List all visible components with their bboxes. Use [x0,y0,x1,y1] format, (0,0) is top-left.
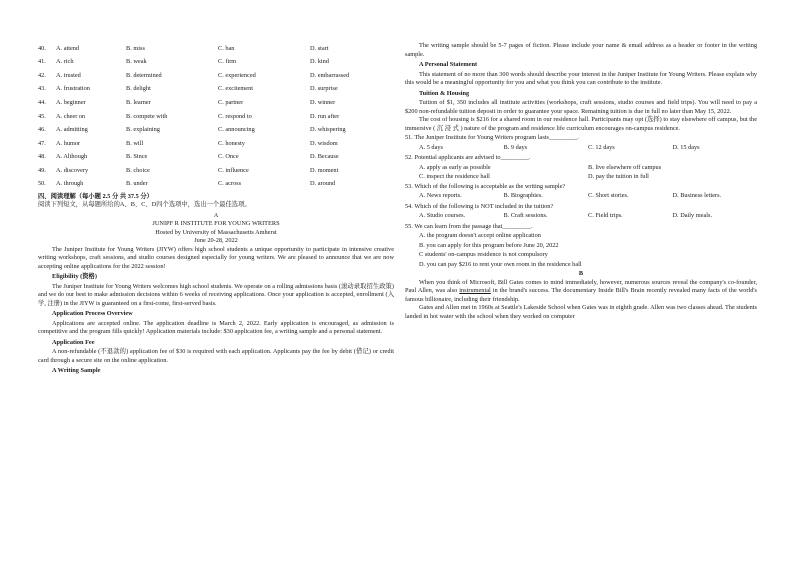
option-c: C. partner [218,98,244,106]
options-row [38,151,394,165]
process-heading: Application Process Overview [52,310,133,318]
option-a: A. News reports. [419,192,462,199]
passage-a-label: A [213,211,219,219]
option-d: D. kind [310,58,329,66]
section-title: 四、阅读理解（每小题 2.5 分 共 37.5 分） [38,192,153,200]
option-c: C. inspect the residence hall [419,173,490,180]
option-b: B. Biographies. [503,192,543,199]
option-d: D. 15 days [672,143,700,151]
option-d: D. run after [310,112,340,120]
question-number: 41. [38,58,46,66]
left-column [38,42,394,377]
question-number: 46. [38,126,46,134]
option-c: C. Once [218,153,239,161]
question-53 [405,183,757,201]
question-number: 45. [38,112,46,120]
options-row [38,83,394,97]
options-row [38,96,394,110]
option-d: D. moment [310,166,339,174]
option-a: A. through [56,180,84,188]
options-row [38,124,394,138]
option-b: B. weak [126,58,147,66]
process-paragraph: Applications are accepted online. The application deadline is March 2, 2022. Early application is encouraged, as admission is competitive and the program fills quickly! Application materials include: $30 application fee, a writing sample and a personal statement. [38,319,394,336]
option-c: C. honesty [218,139,245,147]
option-d: D. Daily meals. [672,212,713,219]
question-number: 43. [38,85,46,93]
option-c: C. Field trips. [588,212,623,219]
option-a: A. beginner [56,98,86,106]
option-b: B. live elsewhere off campus [588,163,662,171]
option-d: D. winner [310,98,336,106]
tuition-paragraph: Tuition of $1, 350 includes all institute activities (workshops, craft sessions, studio courses and field trips). You will need to pay a $200 non-refundable tuition deposit in order to guarantee your space. Remaining tuition is due in full no later than May 15, 2022. [405,99,757,115]
question-stem: 55. We can learn from the passage that_________. [405,222,533,230]
question-number: 49. [38,166,46,174]
text-run: When you think of Microsoft, Bill Gates comes to mind immediately, however, numerous sources reveal the company's co-founder, Paul Allen, was also [405,278,757,294]
passage-b-label: B [578,270,584,277]
tuition-heading: Tuition & Housing [419,89,470,97]
question-stem: 51. The Juniper Institute for Young Writers program lasts_________. [405,134,579,141]
option-b: B. delight [126,85,151,93]
options-row [38,69,394,83]
option-a: A. cheer on [56,112,86,120]
question-54 [405,203,757,221]
option-c: C. firm [218,58,237,66]
options-table [38,42,394,192]
option-c: C. influence [218,166,249,174]
passage-a-title: JUNIPF R INSTITUTE FOR YOUNG WRITERS [152,220,280,228]
options-row [38,178,394,192]
question-number: 47. [38,139,46,147]
option-b: B. Since [126,153,148,161]
option-d: D. Business letters. [672,192,722,199]
option-b: B. miss [126,44,145,52]
option-b: B. determined [126,71,162,79]
options-row [38,56,394,70]
option-c: C students' on-campus residence is not compulsory [419,251,548,258]
option-b: B. you can apply for this program before June 20, 2022 [419,241,559,249]
question-number: 50. [38,180,46,188]
option-c: C. announcing [218,126,255,134]
options-row [38,164,394,178]
option-a: A. discovery [56,166,89,174]
option-d: D. whispering [310,126,346,134]
option-a: A. trusted [56,71,81,79]
option-c: C. Short stories. [588,192,629,199]
option-d: D. you can pay $216 to rent your own room in the residence hall [419,260,582,268]
option-b: B. learner [126,98,151,106]
passage-a-host: Hosted by University of Massachusetts Amherst [155,228,277,236]
options-row [38,137,394,151]
option-d: D. embarrassed [310,71,350,79]
option-c: C. experienced [218,71,256,79]
option-a: A. 5 days [419,143,443,151]
sample-heading: A Writing Sample [52,367,101,375]
option-d: D. start [310,44,329,52]
passage-b-paragraph-2: Gates and Allen met in 1960s at Seattle's Lakeside School when Gates was in eighth grade. Allen was two classes ahead. The students landed in hot water with the school when they worked on computer [405,304,757,320]
underlined-word: instrumental [459,287,491,294]
option-a: A. attend [56,44,80,52]
housing-paragraph: The cost of housing is $216 for a shared room in our residence hall. Participants may opt (选择) to stay elsewhere off campus, but the immersive ( 沉 浸 式 ) nature of the program and residence life curriculum encourages on-campus residence. [405,116,757,132]
passage-b-paragraph-1 [405,279,757,305]
eligibility-paragraph: The Juniper Institute for Young Writers welcomes high school students. We operate on a rolling admissions basis (滚动录取招生政策) and we do our best to make admission decisions within 6 weeks of receiving applications. Once your application is accepted, enrollment (入学, 注册) in the JIYW is guaranteed on a first-come, first-served basis. [38,282,394,307]
question-51 [405,134,757,152]
option-b: B. explaining [126,126,160,134]
option-a: A. Although [56,153,88,161]
option-c: C. excitement [218,85,253,93]
option-a: A. rich [56,58,74,66]
question-stem: 53. Which of the following is acceptable as the writing sample? [405,182,566,190]
statement-heading: A Personal Statement [419,61,478,68]
sample-paragraph: The writing sample should be 5-7 pages of fiction. Please include your name & email address as a header or footer in the writing sample. [405,42,757,58]
question-number: 44. [38,98,46,106]
intro-paragraph: The Juniper Institute for Young Writers (JIYW) offers high school students a unique opportunity to participate in intensive creative writing workshops, craft sessions, and studio courses designed especially for young writers. We are pleased to announce that we are now accepting online applications for the 2022 session! [38,245,394,270]
option-d: D. around [310,180,336,188]
option-b: B. choice [126,166,150,174]
option-b: B. will [126,139,144,147]
option-d: D. wisdom [310,139,338,147]
options-row [38,110,394,124]
option-c: C. 12 days [588,143,615,151]
option-b: B. Craft sessions. [503,212,548,219]
question-stem: 52. Potential applicants are advised to_________. [405,154,531,161]
options-row [38,42,394,56]
question-52 [405,154,757,182]
statement-paragraph: This statement of no more than 300 words should describe your interest in the Juniper Institute for Young Writers. Please explain why this would be a meaningful opportunity for you and what you think you can contribute to the institute. [405,70,757,86]
text-run: in the brand's success. The documentary Inside Bill's Brain recently revealed many facts of the world's famous billionaire, including their friendship. [405,287,757,303]
section-instruction: 阅读下列短文，从每题所给的A、B、C、D四个选项中，选出一个最佳选项。 [38,201,251,209]
option-b: B. under [126,180,148,188]
question-number: 48. [38,153,46,161]
passage-a-dates: June 20-28, 2022 [194,237,238,245]
right-column [405,42,757,321]
question-number: 42. [38,71,46,79]
option-b: B. 9 days [503,143,528,151]
question-stem: 54. Which of the following is NOT included in the tuition? [405,202,554,210]
option-d: D. surprise [310,85,338,93]
option-d: D. pay the tuition in full [588,173,649,180]
question-55 [405,223,757,270]
option-b: B. compete with [126,112,168,120]
option-a: A. Studio courses. [419,212,466,219]
option-a: A. humor [56,139,81,147]
fee-heading: Application Fee [52,338,95,346]
option-a: A. admitting [56,126,88,134]
option-a: A. frustration [56,85,90,93]
option-a: A. the program doesn't accept online application [419,232,541,239]
option-a: A. apply as early as possible [419,163,491,171]
option-c: C. ban [218,44,235,52]
option-c: C. across [218,180,242,188]
option-c: C. respond to [218,112,252,120]
fee-paragraph: A non-refundable (不退款的) application fee of $30 is required with each application. Applicants pay the fee by debit (借记) or credit card through a secure site on the online application. [38,348,394,364]
question-number: 40. [38,44,46,52]
option-d: D. Because [310,153,339,161]
eligibility-heading: Eligibility (资格) [52,273,97,281]
